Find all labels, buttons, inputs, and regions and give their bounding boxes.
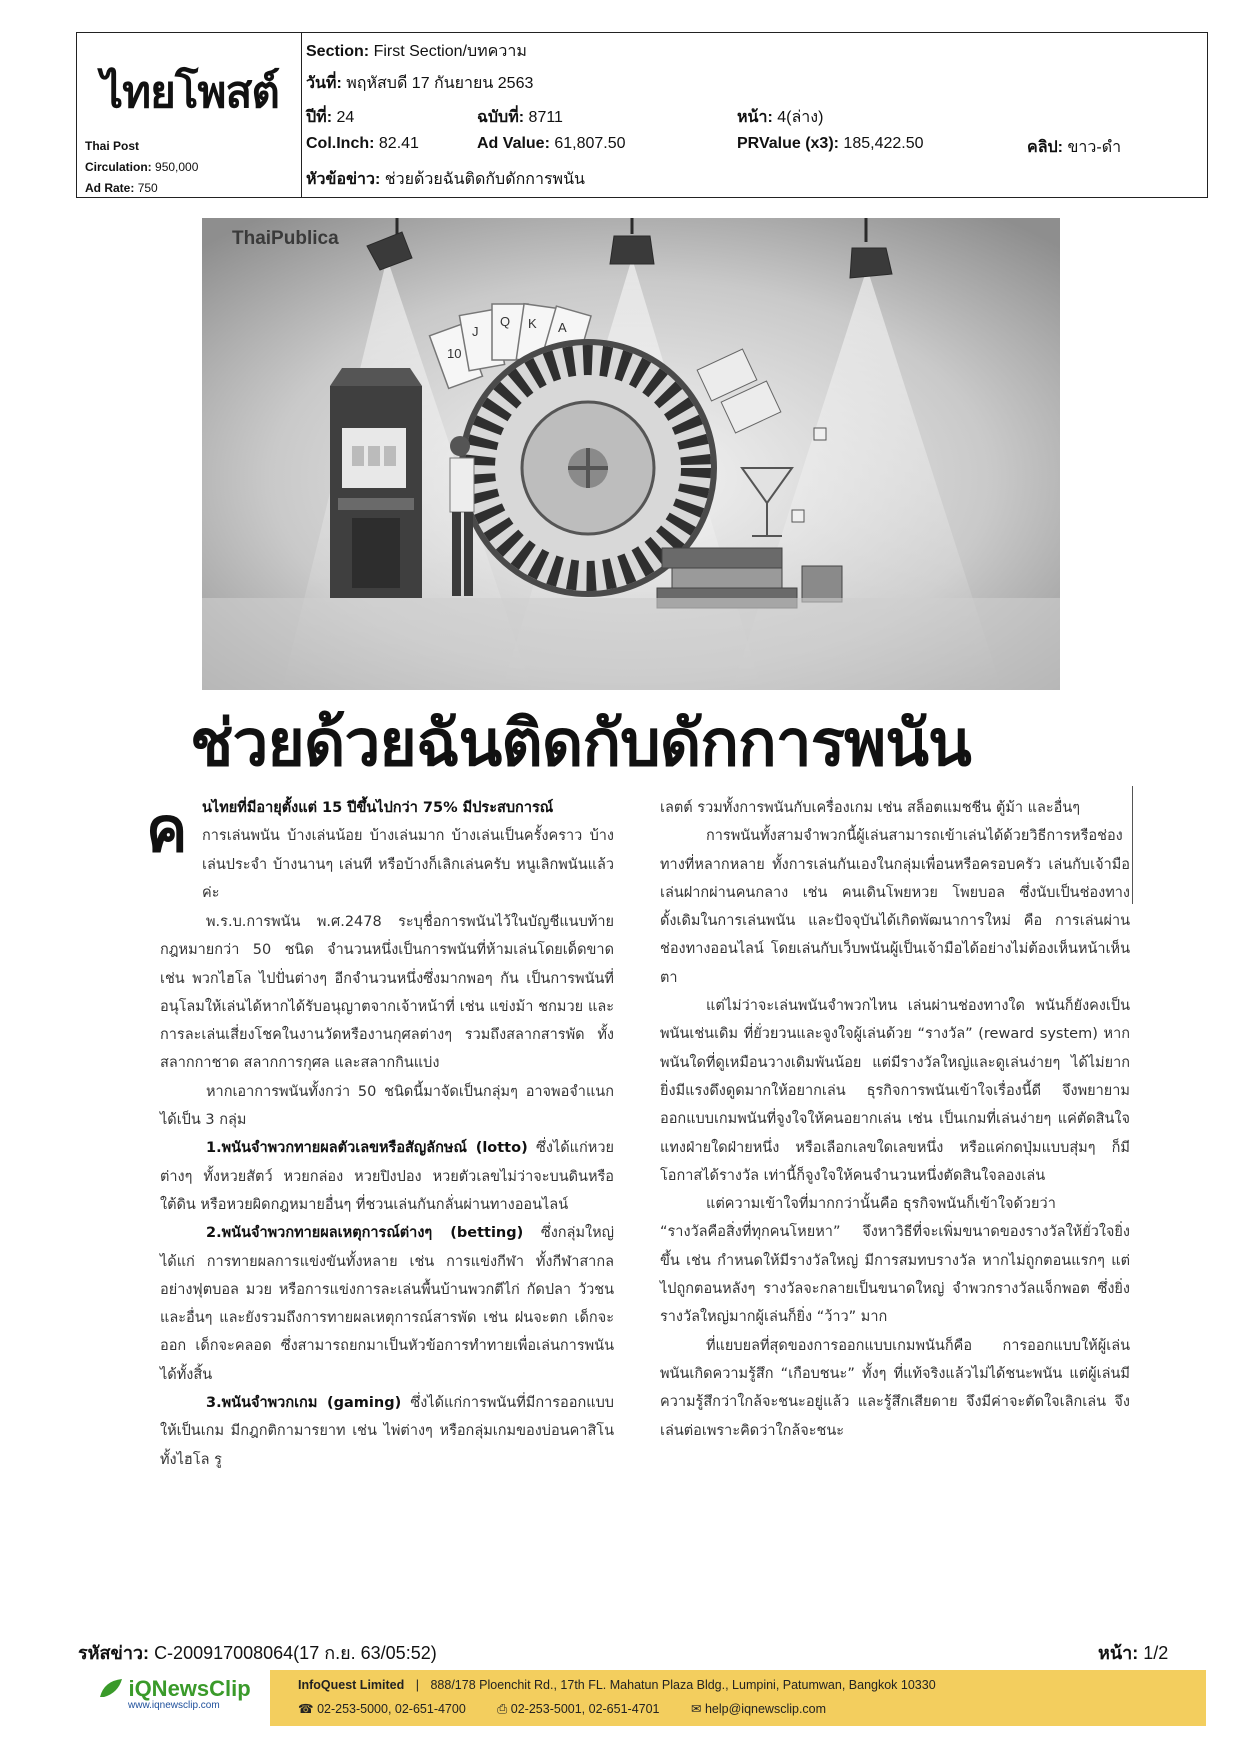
advalue-field: Ad Value: 61,807.50	[477, 135, 626, 152]
contact-line	[298, 1701, 826, 1717]
topic-field: หัวข้อข่าว: ช่วยด้วยฉันติดกับดักการพนัน	[306, 171, 585, 188]
casino-illustration	[202, 218, 1060, 690]
fax-icon: ⎙	[497, 1702, 508, 1716]
paragraph: ที่แยบยลที่สุดของการออกแบบเกมพนันก็คือ การออกแบบให้ผู้เล่นพนันเกิดความรู้สึก “เกือบชนะ” ทั้งๆ ที่แท้จริงแล้วไม่ได้ชนะพนัน แต่ผู้เล่นมีความรู้สึกว่าใกล้จะชนะอยู่แล้ว และรู้สึกเสียดาย จึงมีค่าจะตัดใจเลิกเล่น จึงเล่นต่อเพราะคิดว่าใกล้จะชนะ	[660, 1337, 1130, 1439]
paragraph: การพนันทั้งสามจำพวกนี้ผู้เล่นสามารถเข้าเล่นได้ด้วยวิธีการหรือช่องทางที่หลากหลาย ทั้งการเล่นกันเองในกลุ่มเพื่อนหรือครอบครัว เล่นกับเจ้ามือ เล่นฝากผ่านคนกลาง เช่น คนเดินโพยหวย โพยบอล ซึ่งนับเป็นช่องทางดั้งเดิมในการเล่นพนัน และปัจจุบันได้เกิดพัฒนาการใหม่ คือ การเล่นผ่านช่องทางออนไลน์ โดยเล่นกับเว็บพนันผู้เป็นเจ้ามือได้อย่างไม่ต้องเห็นหน้าเห็นตา	[660, 828, 1130, 986]
circulation: Circulation: 950,000	[85, 160, 199, 174]
paragraph: พ.ร.บ.การพนัน พ.ศ.2478 ระบุชื่อการพนันไว้ในบัญชีแนบท้ายกฎหมายกว่า 50 ชนิด จำนวนหนึ่งเป็นการพนันที่ห้ามเล่นโดยเด็ดขาด เช่น พวกไฮโล ไปปั่นต่างๆ อีกจำนวนหนึ่งซึ่งมากพอๆ กัน เป็นการพนันที่อนุโลมให้เล่นได้หากได้รับอนุญาตจากเจ้าหน้าที่ เช่น แข่งม้า ชกมวย และการละเล่นเสี่ยงโชคในงานวัดหรืองานกุศลต่างๆ รวมถึงสลากสารพัด ทั้งสลากกาชาด สลากการกุศล และสลากกินแบ่ง	[160, 914, 614, 1072]
email-address[interactable]: help@iqnewsclip.com	[704, 1702, 827, 1716]
brand-url: www.iqnewsclip.com	[128, 1700, 220, 1711]
clipping-header	[76, 32, 1208, 198]
spotlight-icon	[850, 248, 892, 278]
card-label: Q	[500, 314, 511, 329]
iqnewsclip-logo	[98, 1676, 251, 1711]
column-divider	[1132, 786, 1133, 904]
fax-numbers: 02-253-5001, 02-651-4701	[510, 1702, 660, 1716]
paragraph: 2.พนันจำพวกทายผลเหตุการณ์ต่างๆ (betting) ซึ่งกลุ่มใหญ่ได้แก่ การทายผลการแข่งขันทั้งหลาย เช่น การแข่งกีฬา ทั้งกีฬาสากลอย่างฟุตบอล มวย หรือการแข่งการละเล่นพื้นบ้านพวกตีไก่ กัดปลา วัวชน และอื่นๆ และยังรวมถึงการทายผลเหตุการณ์สารพัด เช่น ฝนจะตก เด็กจะออก เด็กจะคลอด ซึ่งสามารถยกมาเป็นหัวข้อการทำทายเพื่อเล่นการพนันได้ทั้งสิ้น	[160, 1225, 614, 1383]
card-label: 10	[447, 346, 462, 361]
colinch-field: Col.Inch: 82.41	[306, 135, 419, 152]
company-line: InfoQuest Limited | 888/178 Ploenchit Rd., 17th FL. Mahatun Plaza Bldg., Lumpini, Patumwan, Bangkok 10330	[298, 1678, 936, 1692]
article-illustration	[202, 218, 1060, 690]
paragraph: เลตต์ รวมทั้งการพนันกับเครื่องเกม เช่น สล็อตแมชชีน ตู้ม้า และอื่นๆ	[660, 800, 1081, 816]
news-code: รหัสข่าว: C-200917008064(17 ก.ย. 63/05:52)	[78, 1643, 437, 1663]
publication-box	[77, 33, 302, 197]
section-field: Section: First Section/บทความ	[306, 43, 527, 60]
paragraph: หากเอาการพนันทั้งกว่า 50 ชนิดนี้มาจัดเป็นกลุ่มๆ อาจพอจำแนกได้เป็น 3 กลุ่ม	[160, 1083, 614, 1129]
card-label: K	[528, 316, 537, 331]
newspaper-logo: ไทยโพสต์	[101, 67, 279, 118]
phone-numbers: 02-253-5000, 02-651-4700	[317, 1702, 466, 1716]
dice-icon	[792, 510, 804, 522]
year-field: ปีที่: 24	[306, 109, 355, 126]
page-number: หน้า: 1/2	[1098, 1643, 1169, 1663]
ad-rate: Ad Rate: 750	[85, 181, 158, 195]
thaipublica-watermark: ThaiPublica	[232, 228, 339, 249]
article-headline: ช่วยด้วยฉันติดกับดักการพนัน	[190, 707, 971, 781]
lead-sentence: นไทยที่มีอายุตั้งแต่ 15 ปีขึ้นไปกว่า 75% มีประสบการณ์	[202, 800, 554, 816]
paragraph: 3.พนันจำพวกเกม (gaming) ซึ่งได้แก่การพนันที่มีการออกแบบให้เป็นเกม มีกฎกติกามารยาท เช่น ไพ่ต่างๆ หรือกลุ่มเกมของบ่อนคาสิโน ทั้งไฮโล รู	[160, 1395, 614, 1468]
dice-icon	[814, 428, 826, 440]
paper-name-en: Thai Post	[85, 139, 140, 153]
lead-paragraph: การเล่นพนัน บ้างเล่นน้อย บ้างเล่นมาก บ้างเล่นเป็นครั้งคราว บ้างเล่นประจำ บ้างนานๆ เล่นที หรือบ้างก็เลิกเล่นครับ หนูเลิกพนันแล้วค่ะ	[202, 828, 614, 901]
prvalue-field: PRValue (x3): 185,422.50	[737, 135, 924, 152]
spotlight-icon	[610, 236, 654, 264]
card-label: A	[558, 320, 567, 335]
leaf-icon	[98, 1677, 124, 1701]
paragraph: 1.พนันจำพวกทายผลตัวเลขหรือสัญลักษณ์ (lotto) ซึ่งได้แก่หวยต่างๆ ทั้งหวยสัตว์ หวยกล่อง หวยปิงปอง หวยตัวเลขไม่ว่าจะบนดินหรือใต้ดิน หรือหวยผิดกฎหมายอื่นๆ ที่ชวนเล่นกันกลั่นผ่านทางออนไลน์	[160, 1140, 615, 1213]
clip-field: คลิป: ขาว-ดำ	[1027, 139, 1122, 156]
paragraph: แต่ความเข้าใจที่มากกว่านั้นคือ ธุรกิจพนันก็เข้าใจด้วยว่า	[706, 1196, 1056, 1213]
left-column	[160, 908, 614, 1474]
page-field: หน้า: 4(ล่าง)	[737, 109, 824, 126]
date-field: วันที่: พฤหัสบดี 17 กันยายน 2563	[306, 75, 534, 92]
company-address: 888/178 Ploenchit Rd., 17th FL. Mahatun Plaza Bldg., Lumpini, Patumwan, Bangkok 10330	[430, 1678, 936, 1692]
company-name: InfoQuest Limited	[298, 1678, 405, 1692]
issue-field: ฉบับที่: 8711	[477, 109, 563, 126]
email-icon: ✉	[691, 1702, 702, 1716]
article-lead	[202, 794, 614, 907]
right-column	[660, 794, 1130, 1445]
phone-icon: ☎	[298, 1702, 314, 1716]
card-label: J	[472, 324, 479, 339]
paragraph: “รางวัลคือสิ่งที่ทุกคนโหยหา” จึงหาวิธีที่จะเพิ่มขนาดของรางวัลให้ยั่วใจยิ่งขึ้น เช่น กำหนดให้มีรางวัลใหญ่ มีการสมทบรางวัล หากไม่ถูกตอนแรกๆ แต่ไปถูกตอนหลังๆ รางวัลจะกลายเป็นขนาดใหญ่ จำพวกรางวัลแจ็กพอต ซึ่งยิ่งรางวัลใหญ่มากผู้เล่นก็ยิ่ง “ว้าว” มาก	[660, 1224, 1130, 1326]
brand-name: iQNewsClip	[128, 1676, 251, 1701]
drop-cap: ค	[146, 793, 188, 866]
slot-machine-icon	[330, 368, 422, 598]
footer-contact-bar	[270, 1670, 1206, 1726]
paragraph: แต่ไม่ว่าจะเล่นพนันจำพวกไหน เล่นผ่านช่องทางใด พนันก็ยังคงเป็นพนันเช่นเดิม ที่ยั่วยวนและจูงใจผู้เล่นด้วย “รางวัล” (reward system) หากพนันใดที่ดูเหมือนวางเดิมพันน้อย แต่มีรางวัลใหญ่และดูเล่นง่ายๆ ได้ไม่ยาก ยิ่งมีแรงดึงดูดมากให้อยากเล่น ธุรกิจการพนันเข้าใจเรื่องนี้ดี จึงพยายามออกแบบเกมพนันที่จูงใจให้คนอยากเล่น เช่น เป็นเกมที่เล่นง่ายๆ แค่ตัดสินใจแทงฝ่ายใดฝ่ายหนึ่ง หรือเลือกเลขใดเลขหนึ่ง หรือแค่กดปุ่มแบบสุ่มๆ ก็มีโอกาสได้รางวัล เท่านี้ก็จูงใจให้คนจำนวนหนึ่งตัดสินใจลองเล่น	[660, 998, 1130, 1184]
